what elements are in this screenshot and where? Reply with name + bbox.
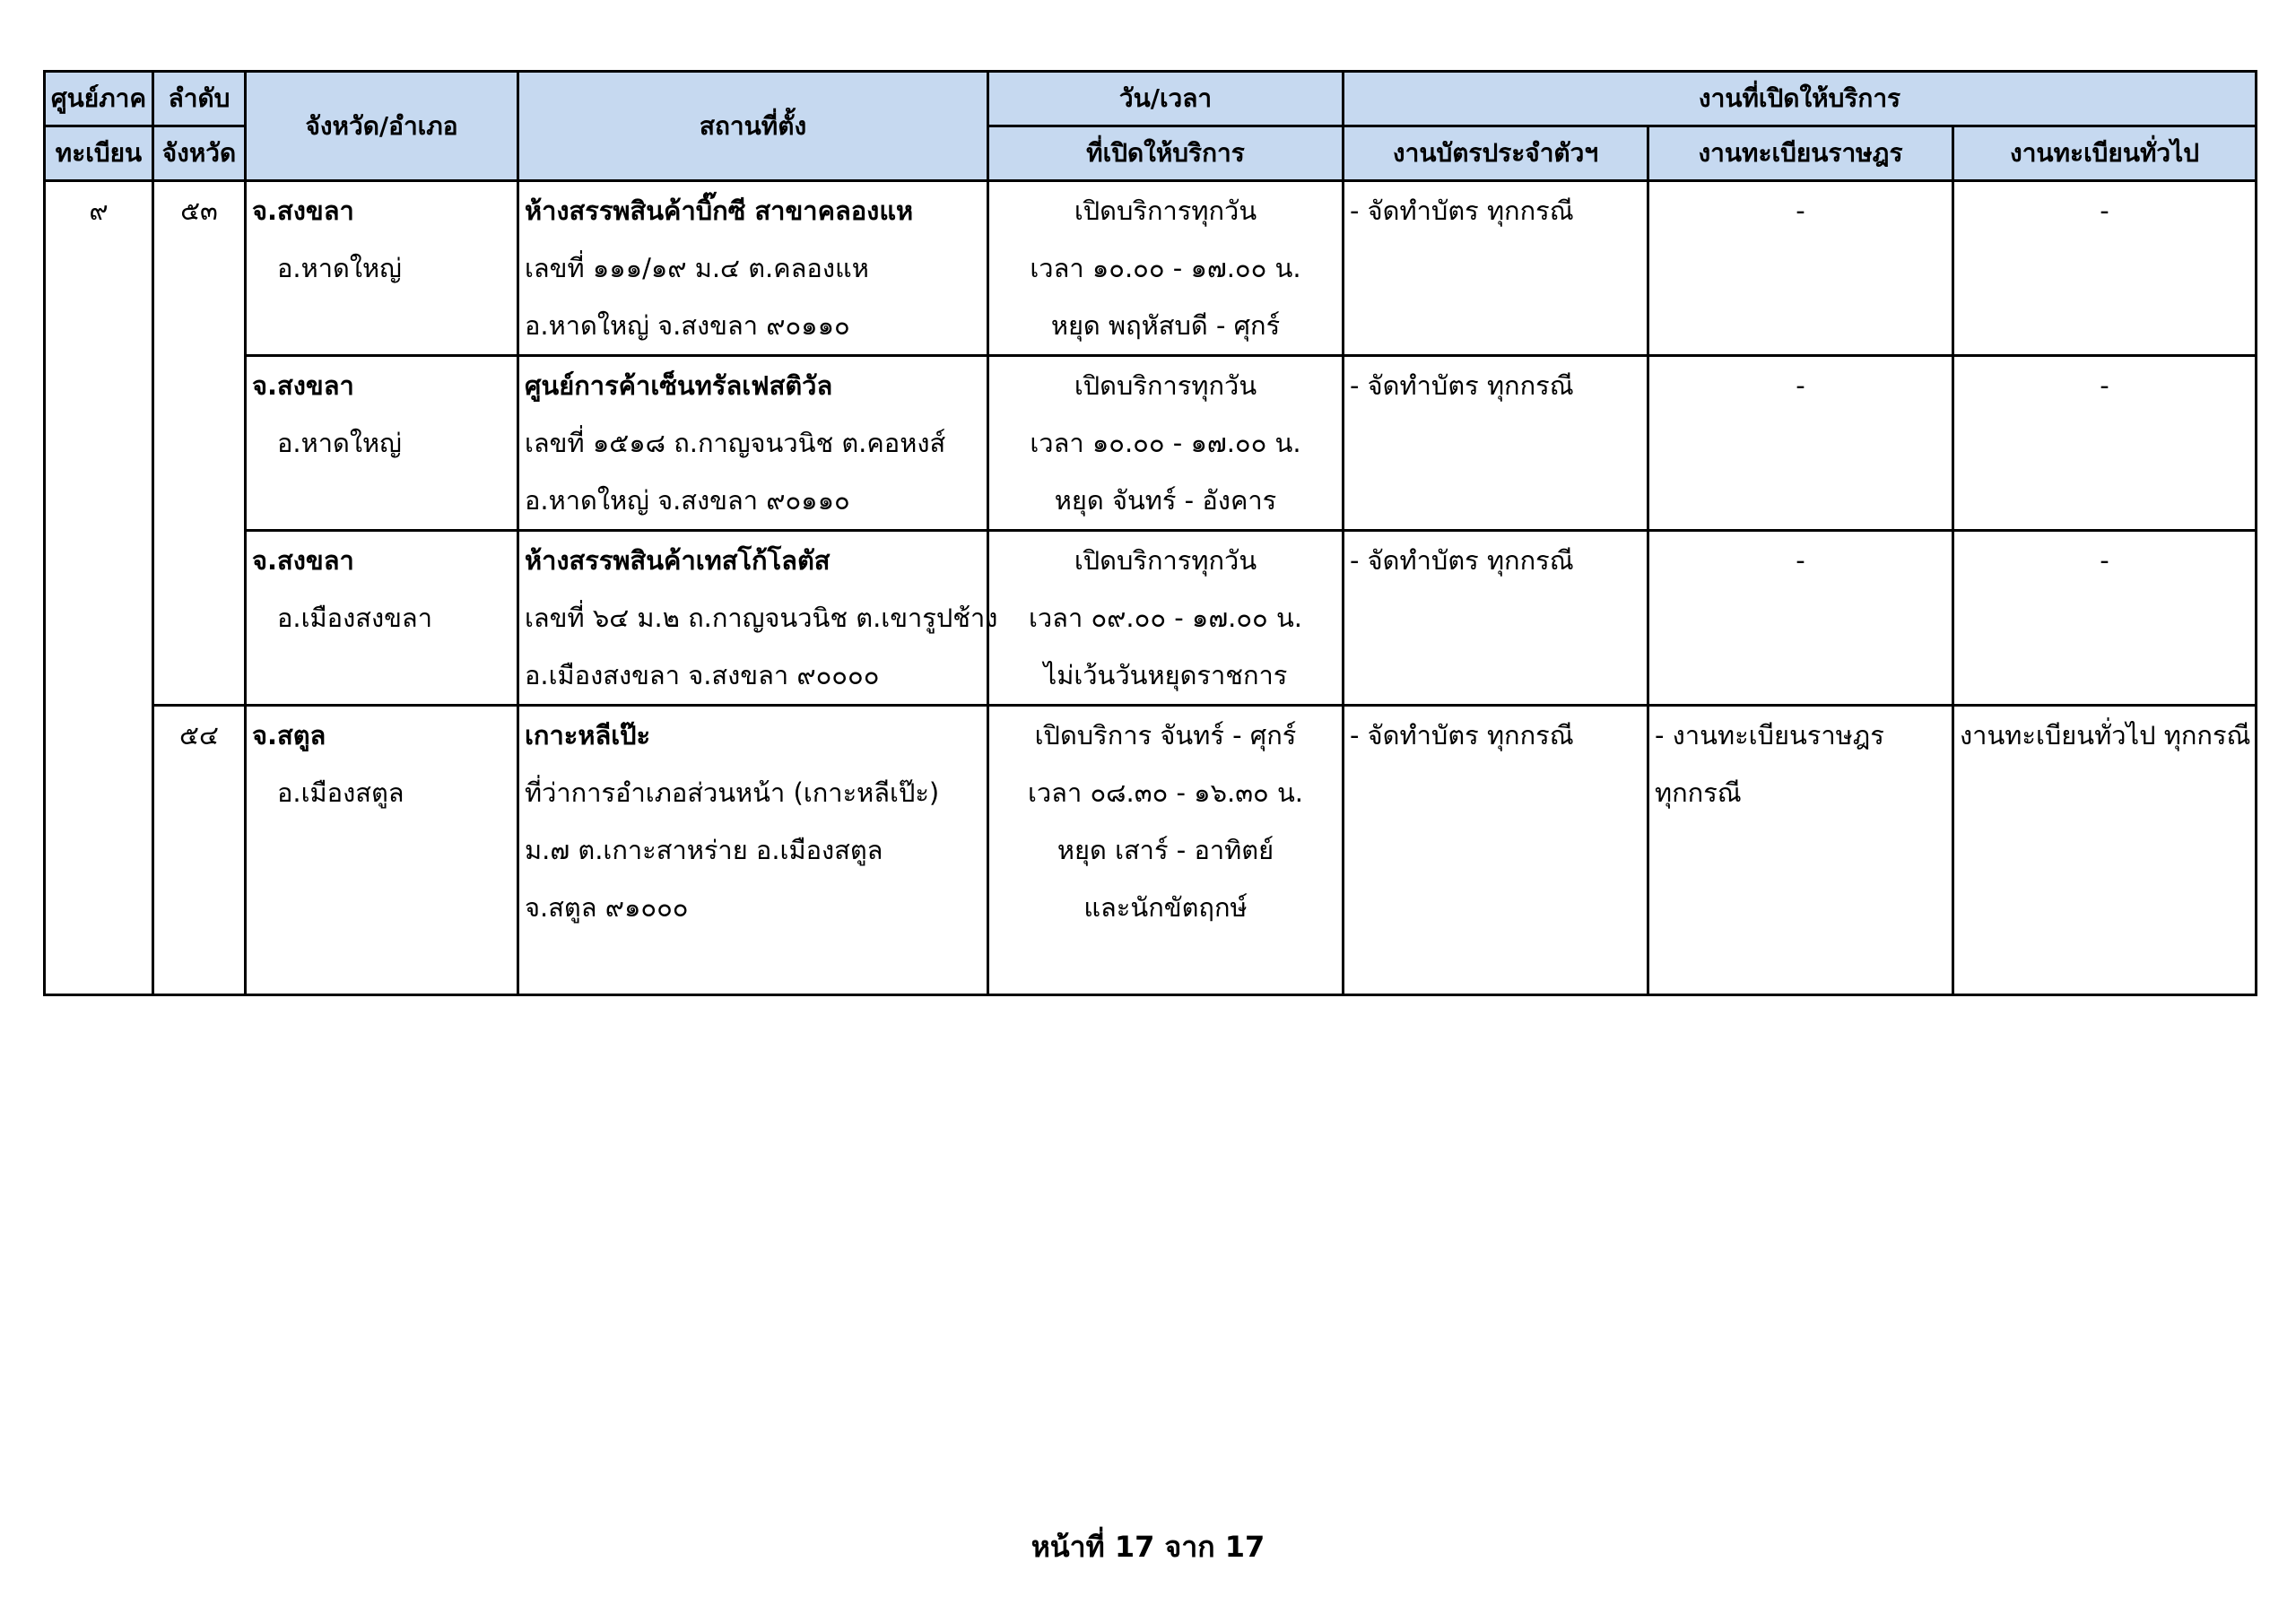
district-name: อ.เมืองสตูล (277, 777, 404, 808)
order-number: ๕๔ (179, 720, 219, 751)
closed-days: หยุด จันทร์ - อังคาร (1054, 485, 1277, 516)
col-header-province-district: จังหวัด/อำเภอ (246, 72, 518, 181)
col-header-services: งานที่เปิดให้บริการ (1344, 72, 2257, 126)
col-header-center-l1: ศูนย์ภาค (50, 83, 147, 113)
location-name: ศูนย์การค้าเซ็นทรัลเฟสติวัล (525, 370, 833, 401)
location-address: เลขที่ ๖๔ ม.๒ ถ.กาญจนวนิช ต.เขารูปช้าง (525, 603, 998, 633)
service-civil-text: - (1796, 545, 1805, 576)
page-footer: หน้าที่ 17 จาก 17 (1031, 1530, 1265, 1564)
service-civil-text: - งานทะเบียนราษฎร (1655, 720, 1884, 751)
order-number: ๕๓ (180, 195, 218, 226)
datetime-cell (988, 181, 1344, 356)
order-cell (153, 706, 246, 995)
district-name: อ.หาดใหญ่ (277, 428, 402, 458)
open-days: เปิดบริการ จันทร์ - ศุกร์ (1034, 720, 1297, 751)
location-name: ห้างสรรพสินค้าบิ๊กซี สาขาคลองแห (525, 195, 914, 226)
col-header-order-l2: จังหวัด (153, 126, 246, 181)
service-general-cell (1953, 706, 2257, 995)
location-address: เลขที่ ๑๑๑/๑๙ ม.๔ ต.คลองแห (525, 253, 869, 283)
open-days: เปิดบริการทุกวัน (1074, 195, 1257, 226)
service-general-text: - (2100, 370, 2109, 401)
col-header-center-l2: ทะเบียน (45, 126, 153, 181)
open-days: เปิดบริการทุกวัน (1074, 370, 1257, 401)
datetime-cell (988, 356, 1344, 531)
location-cell (518, 181, 988, 356)
location-cell (518, 706, 988, 995)
col-header-service-civil: งานทะเบียนราษฎร (1648, 126, 1953, 181)
open-hours: เวลา ๑๐.๐๐ - ๑๗.๐๐ น. (1030, 253, 1301, 283)
service-civil-text: - (1796, 195, 1805, 226)
province-district-cell (246, 181, 518, 356)
service-civil-text: ทุกกรณี (1655, 777, 1742, 808)
location-address: ที่ว่าการอำเภอส่วนหน้า (เกาะหลีเป๊ะ) (525, 777, 940, 808)
location-cell (518, 356, 988, 531)
location-address: ม.๗ ต.เกาะสาหร่าย อ.เมืองสตูล (525, 835, 883, 865)
district-name: อ.หาดใหญ่ (277, 253, 402, 283)
district-name: อ.เมืองสงขลา (277, 603, 432, 633)
header-row-1 (45, 72, 2257, 126)
closed-days: และนักขัตฤกษ์ (1083, 892, 1248, 923)
table-row (45, 706, 2257, 995)
location-address: อ.เมืองสงขลา จ.สงขลา ๙๐๐๐๐ (525, 660, 880, 690)
location-address: อ.หาดใหญ่ จ.สงขลา ๙๐๑๑๐ (525, 310, 850, 341)
location-address: เลขที่ ๑๕๑๘ ถ.กาญจนวนิช ต.คอหงส์ (525, 428, 946, 458)
location-name: เกาะหลีเป๊ะ (525, 720, 651, 751)
province-name: จ.สงขลา (252, 370, 354, 401)
service-civil-text: - (1796, 370, 1805, 401)
service-idcard-text: - จัดทำบัตร ทุกกรณี (1350, 195, 1574, 226)
location-address: จ.สตูล ๙๑๐๐๐ (525, 892, 689, 923)
col-header-datetime-l2: ที่เปิดให้บริการ (988, 126, 1344, 181)
province-name: จ.สงขลา (252, 195, 354, 226)
datetime-cell (988, 706, 1344, 995)
service-idcard-text: - จัดทำบัตร ทุกกรณี (1350, 370, 1574, 401)
province-district-cell (246, 531, 518, 706)
service-idcard-cell (1344, 531, 1648, 706)
col-header-center (45, 72, 153, 126)
col-header-datetime: วัน/เวลา (988, 72, 1344, 126)
service-civil-cell (1648, 181, 1953, 356)
service-idcard-cell (1344, 356, 1648, 531)
service-civil-cell (1648, 356, 1953, 531)
col-header-order-l1: ลำดับ (168, 83, 230, 113)
service-general-text: - (2100, 195, 2109, 226)
closed-days: หยุด พฤหัสบดี - ศุกร์ (1050, 310, 1281, 341)
datetime-cell (988, 531, 1344, 706)
province-district-cell (246, 356, 518, 531)
table-row (45, 181, 2257, 356)
service-general-cell (1953, 531, 2257, 706)
service-idcard-cell (1344, 181, 1648, 356)
service-civil-cell (1648, 531, 1953, 706)
col-header-service-general: งานทะเบียนทั่วไป (1953, 126, 2257, 181)
location-name: ห้างสรรพสินค้าเทสโก้โลตัส (525, 545, 831, 576)
province-name: จ.สตูล (252, 720, 326, 751)
service-general-text: งานทะเบียนทั่วไป ทุกกรณี (1960, 720, 2251, 751)
service-idcard-text: - จัดทำบัตร ทุกกรณี (1350, 720, 1574, 751)
closed-days: ไม่เว้นวันหยุดราชการ (1043, 660, 1288, 690)
location-cell (518, 531, 998, 706)
service-idcard-text: - จัดทำบัตร ทุกกรณี (1350, 545, 1574, 576)
service-civil-cell (1648, 706, 1953, 995)
closed-days: หยุด เสาร์ - อาทิตย์ (1057, 835, 1274, 865)
location-address: อ.หาดใหญ่ จ.สงขลา ๙๐๑๑๐ (525, 485, 850, 516)
col-header-location: สถานที่ตั้ง (518, 72, 988, 181)
col-header-order (153, 72, 246, 126)
region-number: ๙ (89, 195, 109, 226)
service-general-cell (1953, 356, 2257, 531)
service-table (43, 70, 2257, 996)
col-header-service-idcard: งานบัตรประจำตัวฯ (1344, 126, 1648, 181)
service-general-text: - (2100, 545, 2109, 576)
province-district-cell (246, 706, 518, 995)
open-hours: เวลา ๐๙.๐๐ - ๑๗.๐๐ น. (1028, 603, 1303, 633)
table-row (45, 531, 2257, 706)
province-name: จ.สงขลา (252, 545, 354, 576)
service-general-cell (1953, 181, 2257, 356)
service-idcard-cell (1344, 706, 1648, 995)
blank-line (525, 936, 981, 994)
table-row (45, 356, 2257, 531)
order-cell (153, 181, 246, 706)
open-hours: เวลา ๐๘.๓๐ - ๑๖.๓๐ น. (1027, 777, 1303, 808)
open-hours: เวลา ๑๐.๐๐ - ๑๗.๐๐ น. (1030, 428, 1301, 458)
open-days: เปิดบริการทุกวัน (1074, 545, 1257, 576)
region-cell (45, 181, 153, 995)
